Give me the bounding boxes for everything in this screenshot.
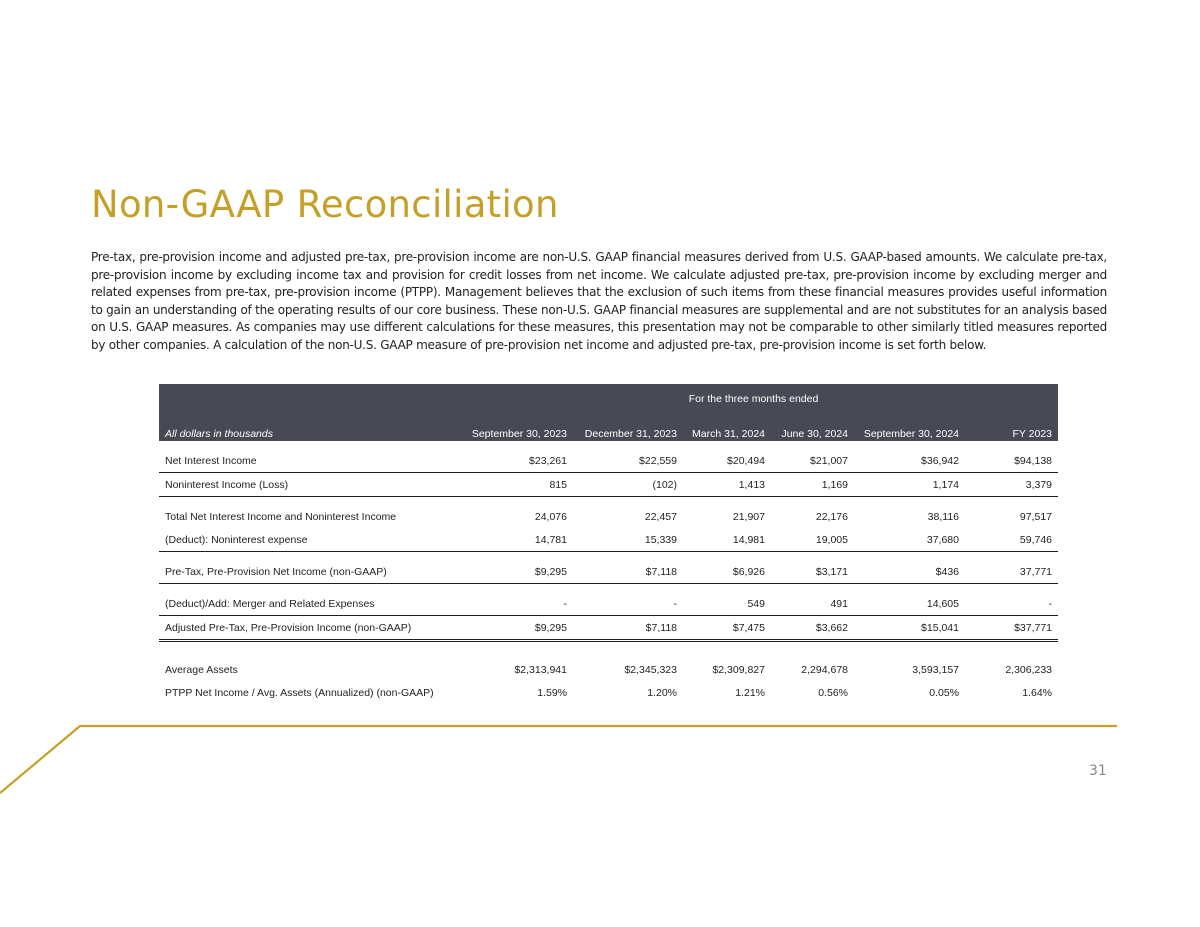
row-label: PTPP Net Income / Avg. Assets (Annualized) (non-GAAP) xyxy=(165,686,434,699)
row-label: (Deduct): Noninterest expense xyxy=(159,528,449,552)
table-cell: 21,907 xyxy=(732,510,765,523)
table-cell: $15,041 xyxy=(854,616,965,641)
row-label: (Deduct)/Add: Merger and Related Expenses xyxy=(159,592,449,616)
table-cell: 14,981 xyxy=(683,528,771,552)
page-number: 31 xyxy=(1089,763,1107,779)
table-cell: $36,942 xyxy=(854,449,965,473)
column-header: FY 2023 xyxy=(965,413,1058,441)
table-cell: 1,413 xyxy=(683,473,771,497)
reconciliation-table xyxy=(159,384,1058,704)
table-cell: $2,309,827 xyxy=(712,663,765,676)
row-label: Total Net Interest Income and Noninterest Income xyxy=(165,510,397,523)
band-spacer xyxy=(159,384,449,413)
table-row xyxy=(159,681,1058,704)
table-band-row xyxy=(159,384,1058,413)
table-cell: 2,306,233 xyxy=(1005,663,1053,676)
table-cell: 0.56% xyxy=(818,686,848,699)
table-row xyxy=(159,473,1058,497)
table-cell: $7,475 xyxy=(683,616,771,641)
table-cell: $37,771 xyxy=(965,616,1058,641)
table-cell: $6,926 xyxy=(683,560,771,584)
row-label: Noninterest Income (Loss) xyxy=(159,473,449,497)
table-cell: 37,771 xyxy=(965,560,1058,584)
table-row xyxy=(159,560,1058,584)
table-cell: 3,379 xyxy=(965,473,1058,497)
table-cell: $3,662 xyxy=(771,616,854,641)
table-cell: 1.20% xyxy=(647,686,677,699)
table-cell: 22,176 xyxy=(815,510,848,523)
table-cell: $436 xyxy=(854,560,965,584)
table-row xyxy=(159,449,1058,473)
table-cell: - xyxy=(965,592,1058,616)
row-label: Adjusted Pre-Tax, Pre-Provision Income (non-GAAP) xyxy=(159,616,449,641)
table-cell: 59,746 xyxy=(965,528,1058,552)
table-cell: $7,118 xyxy=(573,616,683,641)
row-label: Average Assets xyxy=(165,663,238,676)
column-header: September 30, 2023 xyxy=(449,413,573,441)
table-cell: 1,174 xyxy=(854,473,965,497)
table-cell: 15,339 xyxy=(573,528,683,552)
table-cell: 1.59% xyxy=(537,686,567,699)
intro-paragraph: Pre-tax, pre-provision income and adjusted pre-tax, pre-provision income are non-U.S. GAAP financial measures derived from U.S. GAAP-based amounts. We calculate pre-tax, pre-provision income by excluding income tax and provision for credit losses from net income. We calculate adjusted pre-tax, pre-provision income by excluding merger and related expenses from pre-tax, pre-provision income (PTPP). Management believes that the exclusion of such items from these financial measures provides useful information to gain an understanding of the operating results of our core business. These non-U.S. GAAP financial measures are supplemental and are not substitutes for an analysis based on U.S. GAAP measures. As companies may use different calculations for these measures, this presentation may not be comparable to other similarly titled measures reported by other companies. A calculation of the non-U.S. GAAP measure of pre-provision net income and adjusted pre-tax, pre-provision income is set forth below. xyxy=(91,250,1107,352)
table-cell: 24,076 xyxy=(534,510,567,523)
table-cell: $21,007 xyxy=(771,449,854,473)
table-cell: 97,517 xyxy=(1019,510,1053,523)
table-cell: 19,005 xyxy=(771,528,854,552)
table-cell: 1.21% xyxy=(735,686,765,699)
table-cell: $3,171 xyxy=(771,560,854,584)
table-cell: 491 xyxy=(771,592,854,616)
table-cell: 14,781 xyxy=(449,528,573,552)
table-cell: $9,295 xyxy=(449,616,573,641)
table-cell: 38,116 xyxy=(927,510,959,523)
table-cell: 37,680 xyxy=(854,528,965,552)
table-cell: $9,295 xyxy=(449,560,573,584)
column-header: December 31, 2023 xyxy=(573,413,683,441)
column-header: March 31, 2024 xyxy=(683,413,771,441)
period-band-label: For the three months ended xyxy=(449,384,1058,413)
row-label: Net Interest Income xyxy=(159,449,449,473)
reconciliation-table-container xyxy=(159,384,1058,704)
table-cell: - xyxy=(573,592,683,616)
table-cell: $23,261 xyxy=(449,449,573,473)
table-cell: $20,494 xyxy=(683,449,771,473)
table-cell: 1,169 xyxy=(771,473,854,497)
column-header-units: All dollars in thousands xyxy=(159,413,449,441)
table-row xyxy=(159,616,1058,641)
table-row xyxy=(159,658,1058,681)
row-label: Pre-Tax, Pre-Provision Net Income (non-GAAP) xyxy=(159,560,449,584)
table-cell: $2,313,941 xyxy=(514,663,567,676)
table-cell: 549 xyxy=(683,592,771,616)
table-cell: 22,457 xyxy=(644,510,677,523)
table-header-row xyxy=(159,413,1058,441)
table-cell: 0.05% xyxy=(929,686,959,699)
table-row xyxy=(159,592,1058,616)
table-row xyxy=(159,505,1058,528)
column-header: June 30, 2024 xyxy=(771,413,854,441)
table-cell: $2,345,323 xyxy=(624,663,677,676)
table-cell: $22,559 xyxy=(573,449,683,473)
footer-gold-line xyxy=(0,726,1117,793)
table-cell: 3,593,157 xyxy=(912,663,959,676)
column-header: September 30, 2024 xyxy=(854,413,965,441)
table-cell: 14,605 xyxy=(854,592,965,616)
page-title: Non-GAAP Reconciliation xyxy=(91,183,559,226)
table-cell: $94,138 xyxy=(965,449,1058,473)
table-cell: 1.64% xyxy=(1022,686,1053,699)
table-cell: 815 xyxy=(449,473,573,497)
table-cell: (102) xyxy=(573,473,683,497)
table-cell: $7,118 xyxy=(573,560,683,584)
table-cell: - xyxy=(449,592,573,616)
table-row xyxy=(159,528,1058,552)
table-cell: 2,294,678 xyxy=(801,663,848,676)
